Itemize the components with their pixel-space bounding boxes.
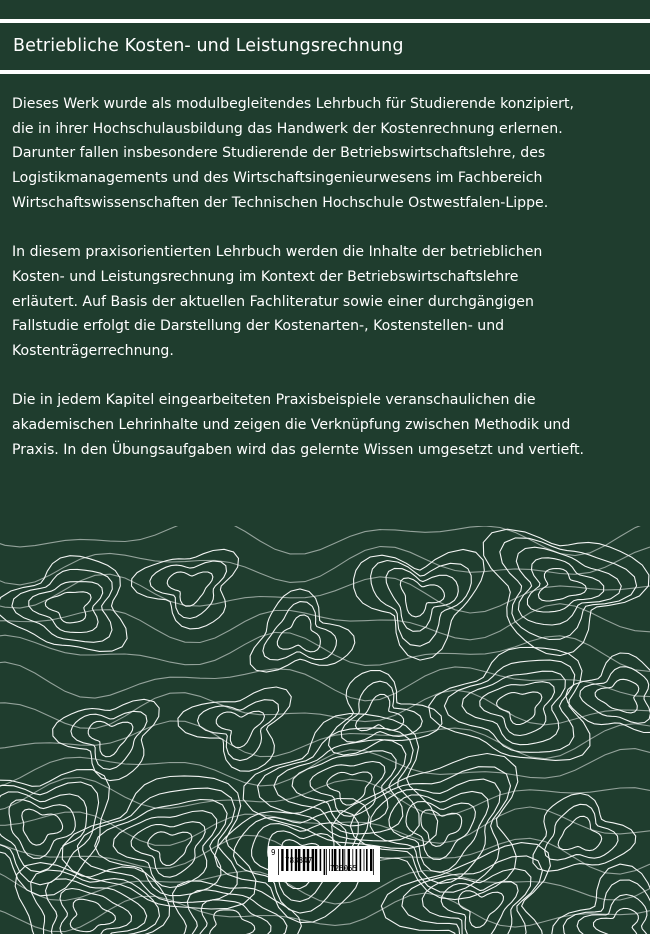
- contour-line: [545, 804, 618, 860]
- contour-line: [167, 572, 213, 606]
- contour-line: [497, 692, 542, 725]
- blurb-paragraph: [12, 388, 642, 462]
- contour-line: [71, 711, 147, 769]
- barcode-digit-group-left: 783347: [285, 856, 313, 865]
- text-line: akademischen Lehrinhalte und zeigen die Verknüpfung zwischen Methodik und: [12, 417, 571, 434]
- text-line: Kostenträgerrechnung.: [12, 343, 174, 360]
- contour-line: [310, 762, 385, 817]
- contour-line: [0, 662, 650, 701]
- contour-line: [62, 776, 256, 909]
- barcode-digit-prefix: 9: [271, 848, 276, 857]
- blurb-paragraph: [12, 240, 642, 364]
- contour-line: [462, 671, 565, 745]
- contour-line: [45, 592, 91, 623]
- text-line: Dieses Werk wurde als modulbegleitendes Lehrbuch für Studierende konzipiert,: [12, 96, 574, 112]
- contour-line: [595, 679, 639, 713]
- text-line: In diesem praxisorientierten Lehrbuch werden die Inhalte der betrieblichen: [12, 244, 543, 261]
- contour-line: [0, 547, 650, 585]
- text-line: Fallstudie erfolgt die Darstellung der Kostenarten-, Kostenstellen- und: [12, 318, 505, 335]
- contour-line: [210, 910, 255, 934]
- contour-line: [400, 578, 444, 617]
- contour-line: [9, 800, 75, 859]
- contour-line: [386, 568, 458, 631]
- contour-line: [528, 558, 604, 612]
- text-line: Darunter fallen insbesondere Studierende der Betriebswirtschaftslehre, des: [12, 145, 546, 162]
- isbn-barcode: [268, 846, 380, 882]
- contour-line: [0, 574, 650, 613]
- contour-line: [70, 899, 115, 932]
- contour-line: [292, 751, 396, 826]
- contour-line: [329, 671, 442, 756]
- book-title: Betriebliche Kosten- und Leistungsrechnung: [13, 36, 404, 56]
- title-rule: [0, 70, 650, 74]
- text-line: Kosten- und Leistungsrechnung im Kontext der Betriebswirtschaftslehre: [12, 268, 519, 285]
- contour-line: [0, 782, 99, 885]
- blurb-paragraph: [12, 92, 642, 216]
- barcode-digits: [268, 841, 380, 881]
- contour-line: [370, 779, 500, 883]
- contour-line: [150, 561, 227, 619]
- contour-line: [277, 615, 320, 652]
- text-line: Logistikmanagements und des Wirtschaftsingenieurwesens im Fachbereich: [12, 170, 543, 187]
- text-line: die in ihrer Hochschulausbildung das Handwerk der Kostenrechnung erlernen.: [12, 120, 563, 137]
- top-rule: [0, 19, 650, 23]
- barcode-digit-group-right: 726055: [330, 864, 358, 873]
- text-line: Die in jedem Kapitel eingearbeiteten Praxisbeispiele veranschaulichen die: [12, 392, 536, 409]
- contour-line: [12, 569, 112, 642]
- text-line: Wirtschaftswissenschaften der Technischen Hochschule Ostwestfalen-Lippe.: [12, 194, 549, 211]
- text-line: erläutert. Auf Basis der aktuellen Fachliteratur sowie einer durchgängigen: [12, 293, 534, 310]
- contour-line: [563, 880, 650, 934]
- text-line: Praxis. In den Übungsaufgaben wird das gelernte Wissen umgesetzt und vertieft.: [12, 441, 585, 458]
- contour-line: [444, 660, 574, 752]
- contour-line: [371, 561, 472, 647]
- contour-line: [402, 856, 543, 934]
- contour-line: [594, 908, 639, 934]
- contour-line: [480, 682, 555, 736]
- blurb-text: [12, 92, 642, 487]
